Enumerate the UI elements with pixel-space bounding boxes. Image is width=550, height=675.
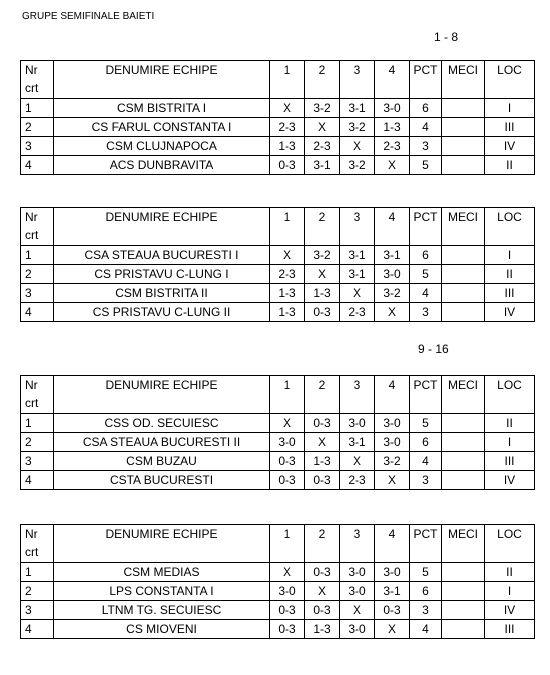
cell-meci [442,284,485,303]
cell-r2: 3-2 [305,99,340,118]
cell-nr: 3 [21,137,54,156]
cell-loc: III [485,118,535,137]
header-loc: LOC [485,61,535,99]
cell-pct: 5 [410,265,442,284]
header-nr: Nr [25,210,38,224]
table-row [21,99,535,118]
cell-r3: 3-0 [340,414,375,433]
header-nr: Nr [25,527,38,541]
cell-loc: I [485,246,535,265]
cell-r4: 3-1 [375,246,410,265]
cell-r4: 3-0 [375,414,410,433]
cell-pct: 4 [410,452,442,471]
cell-r1: 0-3 [270,156,305,175]
cell-pct: 3 [410,471,442,490]
header-nr: Nr [25,378,38,392]
cell-team: CSTA BUCURESTI [54,471,270,490]
header-c1: 1 [270,208,305,246]
cell-r3: 3-2 [340,156,375,175]
header-c4: 4 [375,376,410,414]
cell-nr: 3 [21,284,54,303]
cell-loc: III [485,284,535,303]
cell-team: CS FARUL CONSTANTA I [54,118,270,137]
cell-r3: X [340,137,375,156]
cell-loc: III [485,620,535,639]
cell-nr: 1 [21,246,54,265]
cell-meci [442,601,485,620]
header-c2: 2 [305,525,340,563]
cell-r2: 0-3 [305,563,340,582]
cell-r3: 3-1 [340,433,375,452]
cell-pct: 6 [410,582,442,601]
cell-meci [442,118,485,137]
cell-pct: 3 [410,601,442,620]
header-c4: 4 [375,208,410,246]
cell-r4: 3-2 [375,284,410,303]
cell-team: CSM CLUJNAPOCA [54,137,270,156]
cell-pct: 4 [410,284,442,303]
cell-meci [442,414,485,433]
header-meci: MECI [442,61,485,99]
header-name: DENUMIRE ECHIPE [54,376,270,414]
table-row [21,433,535,452]
table-row [21,284,535,303]
cell-team: CSM BISTRITA I [54,99,270,118]
cell-r3: 3-0 [340,563,375,582]
cell-r1: 0-3 [270,601,305,620]
header-nr-crt [21,376,54,414]
cell-team: CSM BISTRITA II [54,284,270,303]
header-c3: 3 [340,525,375,563]
cell-r3: 2-3 [340,303,375,322]
cell-r2: X [305,118,340,137]
table-row [21,303,535,322]
cell-pct: 3 [410,137,442,156]
header-c3: 3 [340,61,375,99]
cell-team: LPS CONSTANTA I [54,582,270,601]
header-nr-crt [21,525,54,563]
cell-r3: 3-0 [340,620,375,639]
header-c2: 2 [305,61,340,99]
header-pct: PCT [410,61,442,99]
cell-loc: I [485,433,535,452]
header-c2: 2 [305,208,340,246]
table-row [21,137,535,156]
cell-team: CSS OD. SECUIESC [54,414,270,433]
cell-r2: 1-3 [305,284,340,303]
cell-r4: X [375,620,410,639]
cell-r1: 0-3 [270,471,305,490]
cell-r4: X [375,303,410,322]
table-row [21,452,535,471]
cell-pct: 6 [410,99,442,118]
table-header-row [21,61,535,99]
cell-meci [442,433,485,452]
table-row [21,563,535,582]
table-row [21,265,535,284]
cell-team: CSM MEDIAS [54,563,270,582]
cell-r4: X [375,156,410,175]
header-nr-crt [21,208,54,246]
cell-r1: 1-3 [270,284,305,303]
header-c4: 4 [375,61,410,99]
cell-r4: 2-3 [375,137,410,156]
cell-r2: X [305,265,340,284]
cell-r3: X [340,452,375,471]
cell-team: CS PRISTAVU C-LUNG I [54,265,270,284]
header-meci: MECI [442,525,485,563]
cell-r1: 1-3 [270,137,305,156]
cell-r2: 3-2 [305,246,340,265]
cell-meci [442,265,485,284]
cell-nr: 4 [21,471,54,490]
cell-r3: 3-1 [340,99,375,118]
table-row [21,471,535,490]
cell-r2: 2-3 [305,137,340,156]
cell-r2: 1-3 [305,620,340,639]
table-row [21,118,535,137]
cell-meci [442,137,485,156]
header-c1: 1 [270,61,305,99]
header-loc: LOC [485,208,535,246]
cell-r2: 1-3 [305,452,340,471]
table-row [21,246,535,265]
group-table [20,60,535,175]
cell-r1: 0-3 [270,620,305,639]
header-loc: LOC [485,525,535,563]
cell-r2: 0-3 [305,471,340,490]
cell-r4: X [375,471,410,490]
cell-pct: 5 [410,563,442,582]
cell-nr: 2 [21,265,54,284]
header-c1: 1 [270,376,305,414]
header-name: DENUMIRE ECHIPE [54,61,270,99]
cell-r3: X [340,284,375,303]
table-header-row [21,208,535,246]
table-header-row [21,376,535,414]
group-table [20,375,535,490]
cell-nr: 4 [21,620,54,639]
cell-team: CSA STEAUA BUCURESTI I [54,246,270,265]
cell-r4: 3-1 [375,582,410,601]
cell-pct: 4 [410,620,442,639]
cell-pct: 6 [410,246,442,265]
cell-team: LTNM TG. SECUIESC [54,601,270,620]
cell-meci [442,563,485,582]
cell-team: CS PRISTAVU C-LUNG II [54,303,270,322]
cell-pct: 5 [410,156,442,175]
cell-r2: 3-1 [305,156,340,175]
table-row [21,156,535,175]
header-meci: MECI [442,208,485,246]
cell-r3: 3-1 [340,246,375,265]
cell-meci [442,620,485,639]
cell-team: CS MIOVENI [54,620,270,639]
header-c2: 2 [305,376,340,414]
cell-r1: 3-0 [270,582,305,601]
group-table [20,207,535,322]
cell-loc: I [485,99,535,118]
cell-r3: 3-2 [340,118,375,137]
header-pct: PCT [410,376,442,414]
cell-meci [442,582,485,601]
cell-pct: 4 [410,118,442,137]
cell-r2: 0-3 [305,601,340,620]
table-header-row [21,525,535,563]
cell-pct: 6 [410,433,442,452]
cell-r4: 0-3 [375,601,410,620]
cell-r1: X [270,563,305,582]
cell-nr: 3 [21,601,54,620]
header-pct: PCT [410,208,442,246]
cell-r4: 3-0 [375,99,410,118]
cell-r3: 3-1 [340,265,375,284]
cell-meci [442,303,485,322]
header-meci: MECI [442,376,485,414]
cell-meci [442,452,485,471]
cell-nr: 1 [21,99,54,118]
cell-nr: 2 [21,118,54,137]
cell-meci [442,246,485,265]
header-c4: 4 [375,525,410,563]
table-row [21,582,535,601]
header-pct: PCT [410,525,442,563]
header-c3: 3 [340,208,375,246]
cell-meci [442,156,485,175]
cell-loc: IV [485,303,535,322]
cell-r3: X [340,601,375,620]
header-nr-crt [21,61,54,99]
cell-loc: IV [485,601,535,620]
header-nr: Nr [25,63,38,77]
header-loc: LOC [485,376,535,414]
cell-r3: 2-3 [340,471,375,490]
cell-nr: 1 [21,414,54,433]
cell-loc: I [485,582,535,601]
cell-r1: 2-3 [270,265,305,284]
table-row [21,414,535,433]
cell-meci [442,471,485,490]
header-name: DENUMIRE ECHIPE [54,525,270,563]
header-crt: crt [25,545,39,559]
header-c3: 3 [340,376,375,414]
cell-r1: X [270,246,305,265]
cell-r1: 2-3 [270,118,305,137]
cell-loc: IV [485,471,535,490]
table-row [21,620,535,639]
cell-r1: X [270,414,305,433]
cell-r1: 0-3 [270,452,305,471]
table-row [21,601,535,620]
cell-r2: 0-3 [305,414,340,433]
range-label: 9 - 16 [418,342,449,356]
cell-loc: II [485,563,535,582]
cell-nr: 4 [21,303,54,322]
cell-loc: IV [485,137,535,156]
cell-r4: 3-0 [375,563,410,582]
cell-team: CSA STEAUA BUCURESTI II [54,433,270,452]
cell-r2: X [305,582,340,601]
cell-r4: 1-3 [375,118,410,137]
cell-loc: III [485,452,535,471]
cell-nr: 4 [21,156,54,175]
header-crt: crt [25,228,39,242]
cell-team: CSM BUZAU [54,452,270,471]
cell-nr: 2 [21,582,54,601]
cell-pct: 3 [410,303,442,322]
cell-r1: 3-0 [270,433,305,452]
header-crt: crt [25,81,39,95]
cell-meci [442,99,485,118]
cell-loc: II [485,156,535,175]
document-title: GRUPE SEMIFINALE BAIETI [22,11,155,22]
cell-nr: 2 [21,433,54,452]
group-table [20,524,535,639]
cell-r3: 3-0 [340,582,375,601]
header-name: DENUMIRE ECHIPE [54,208,270,246]
header-crt: crt [25,396,39,410]
cell-team: ACS DUNBRAVITA [54,156,270,175]
cell-r4: 3-0 [375,265,410,284]
header-c1: 1 [270,525,305,563]
cell-r4: 3-2 [375,452,410,471]
cell-r1: 1-3 [270,303,305,322]
cell-r2: X [305,433,340,452]
cell-loc: II [485,265,535,284]
cell-loc: II [485,414,535,433]
cell-nr: 1 [21,563,54,582]
cell-r1: X [270,99,305,118]
cell-nr: 3 [21,452,54,471]
cell-r2: 0-3 [305,303,340,322]
range-label: 1 - 8 [434,30,459,44]
cell-pct: 5 [410,414,442,433]
cell-r4: 3-0 [375,433,410,452]
